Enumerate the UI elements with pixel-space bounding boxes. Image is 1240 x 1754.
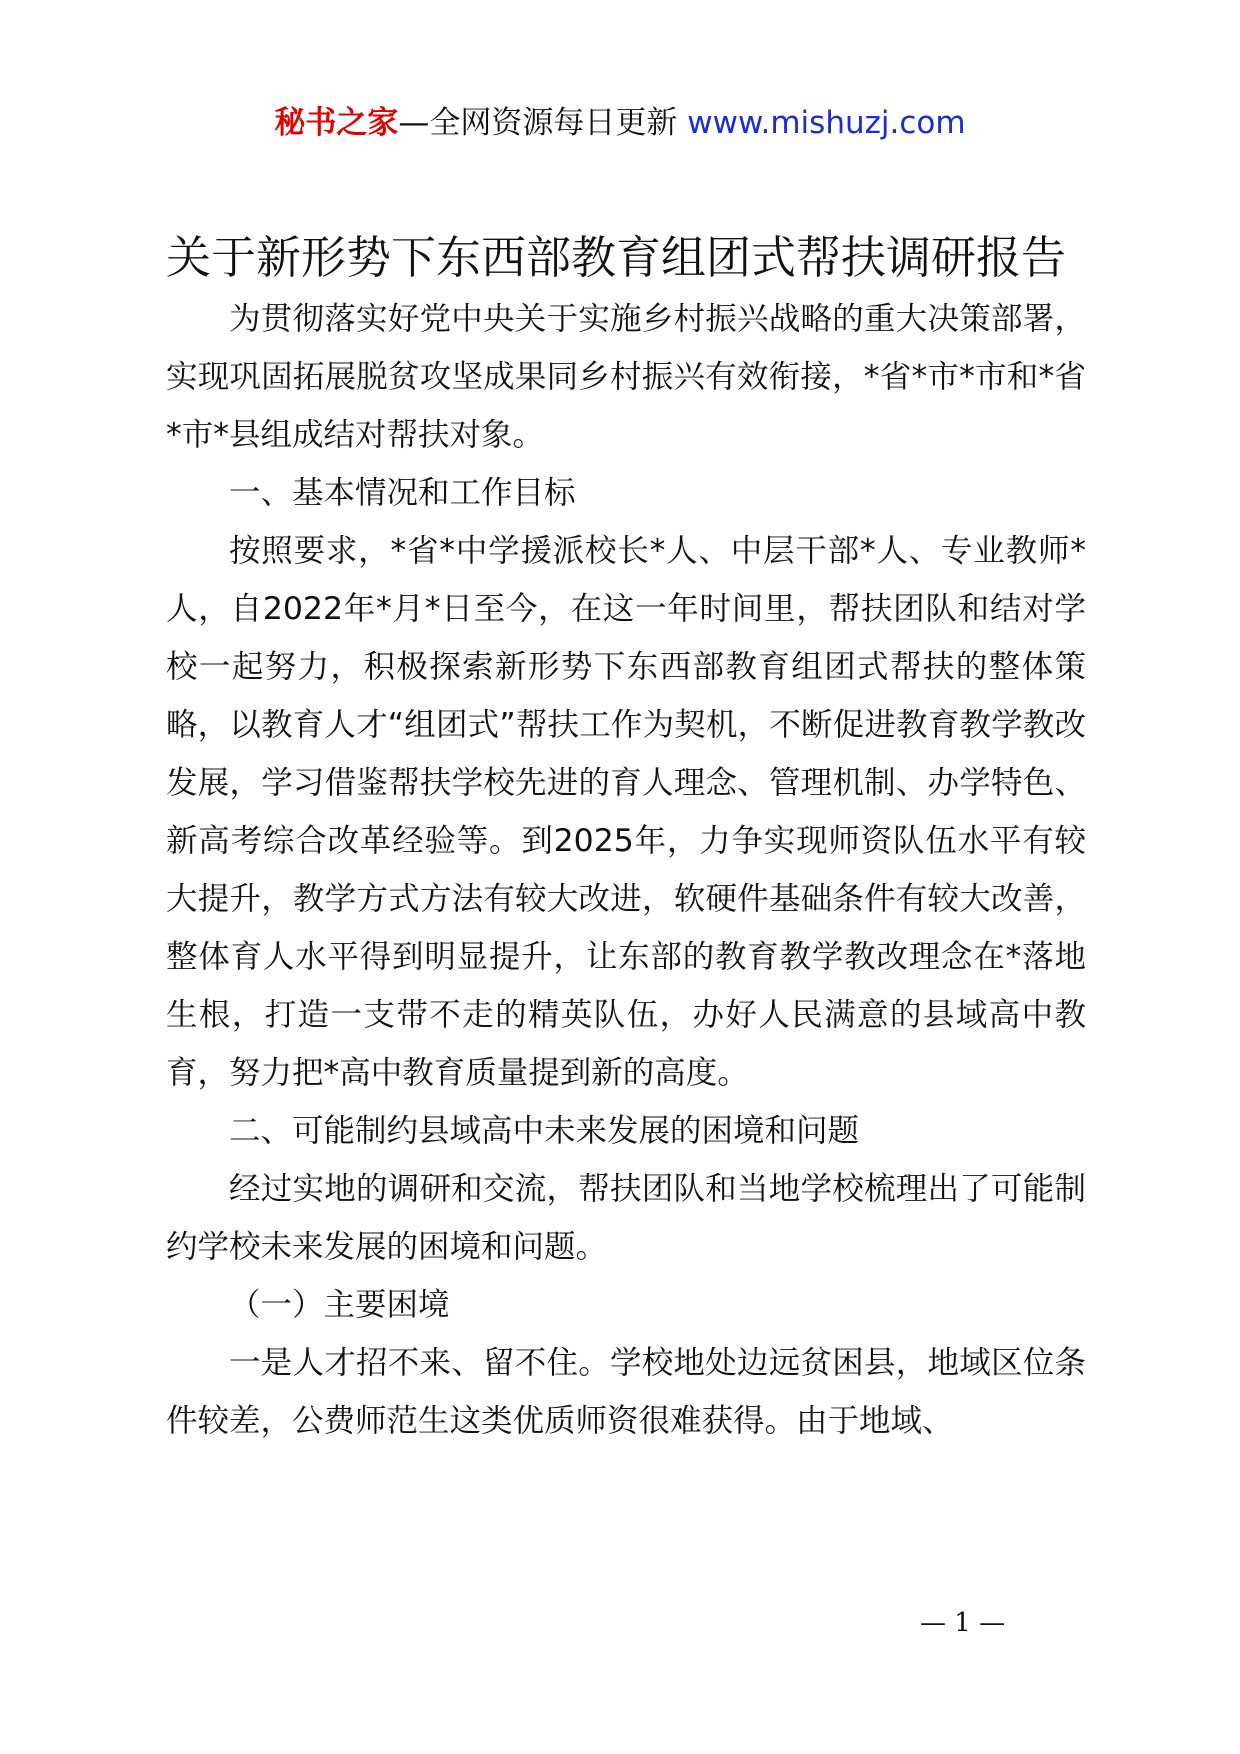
site-header — [0, 100, 1240, 146]
body-paragraph: 经过实地的调研和交流，帮扶团队和当地学校梳理出了可能制约学校未来发展的困境和问题。 — [166, 1171, 1086, 1265]
site-url[interactable]: www.mishuzj.com — [687, 105, 966, 141]
section-heading-2: 二、可能制约县域高中未来发展的困境和问题 — [229, 1113, 860, 1149]
page-number: — 1 — — [920, 1608, 1006, 1638]
intro-paragraph: 为贯彻落实好党中央关于实施乡村振兴战略的重大决策部署，实现巩固拓展脱贫攻坚成果同乡村振兴有效衔接，*省*市*市和*省*市*县组成结对帮扶对象。 — [166, 301, 1086, 453]
body-paragraph: 一是人才招不来、留不住。学校地处边远贫困县，地域区位条件较差，公费师范生这类优质师资很难获得。由于地域、 — [166, 1345, 1086, 1439]
section-heading-1: 一、基本情况和工作目标 — [229, 475, 576, 511]
document-title: 关于新形势下东西部教育组团式帮扶调研报告 — [166, 231, 1067, 284]
header-tagline: —全网资源每日更新 — [398, 105, 688, 141]
document-body — [166, 290, 1086, 1450]
brand-name: 秘书之家 — [274, 105, 399, 141]
body-paragraph: 按照要求，*省*中学援派校长*人、中层干部*人、专业教师*人，自2022年*月*日至今，在这一年时间里，帮扶团队和结对学校一起努力，积极探索新形势下东西部教育组团式帮扶的整体策略，以教育人才“组团式”帮扶工作为契机，不断促进教育教学教改发展，学习借鉴帮扶学校先进的育人理念、管理机制、办学特色、新高考综合改革经验等。到2025年，力争实现师资队伍水平有较大提升，教学方式方法有较大改进，软硬件基础条件有较大改善，整体育人水平得到明显提升，让东部的教育教学教改理念在*落地生根，打造一支带不走的精英队伍，办好人民满意的县域高中教育，努力把*高中教育质量提到新的高度。 — [166, 533, 1086, 1091]
subsection-heading: （一）主要困境 — [229, 1287, 450, 1323]
